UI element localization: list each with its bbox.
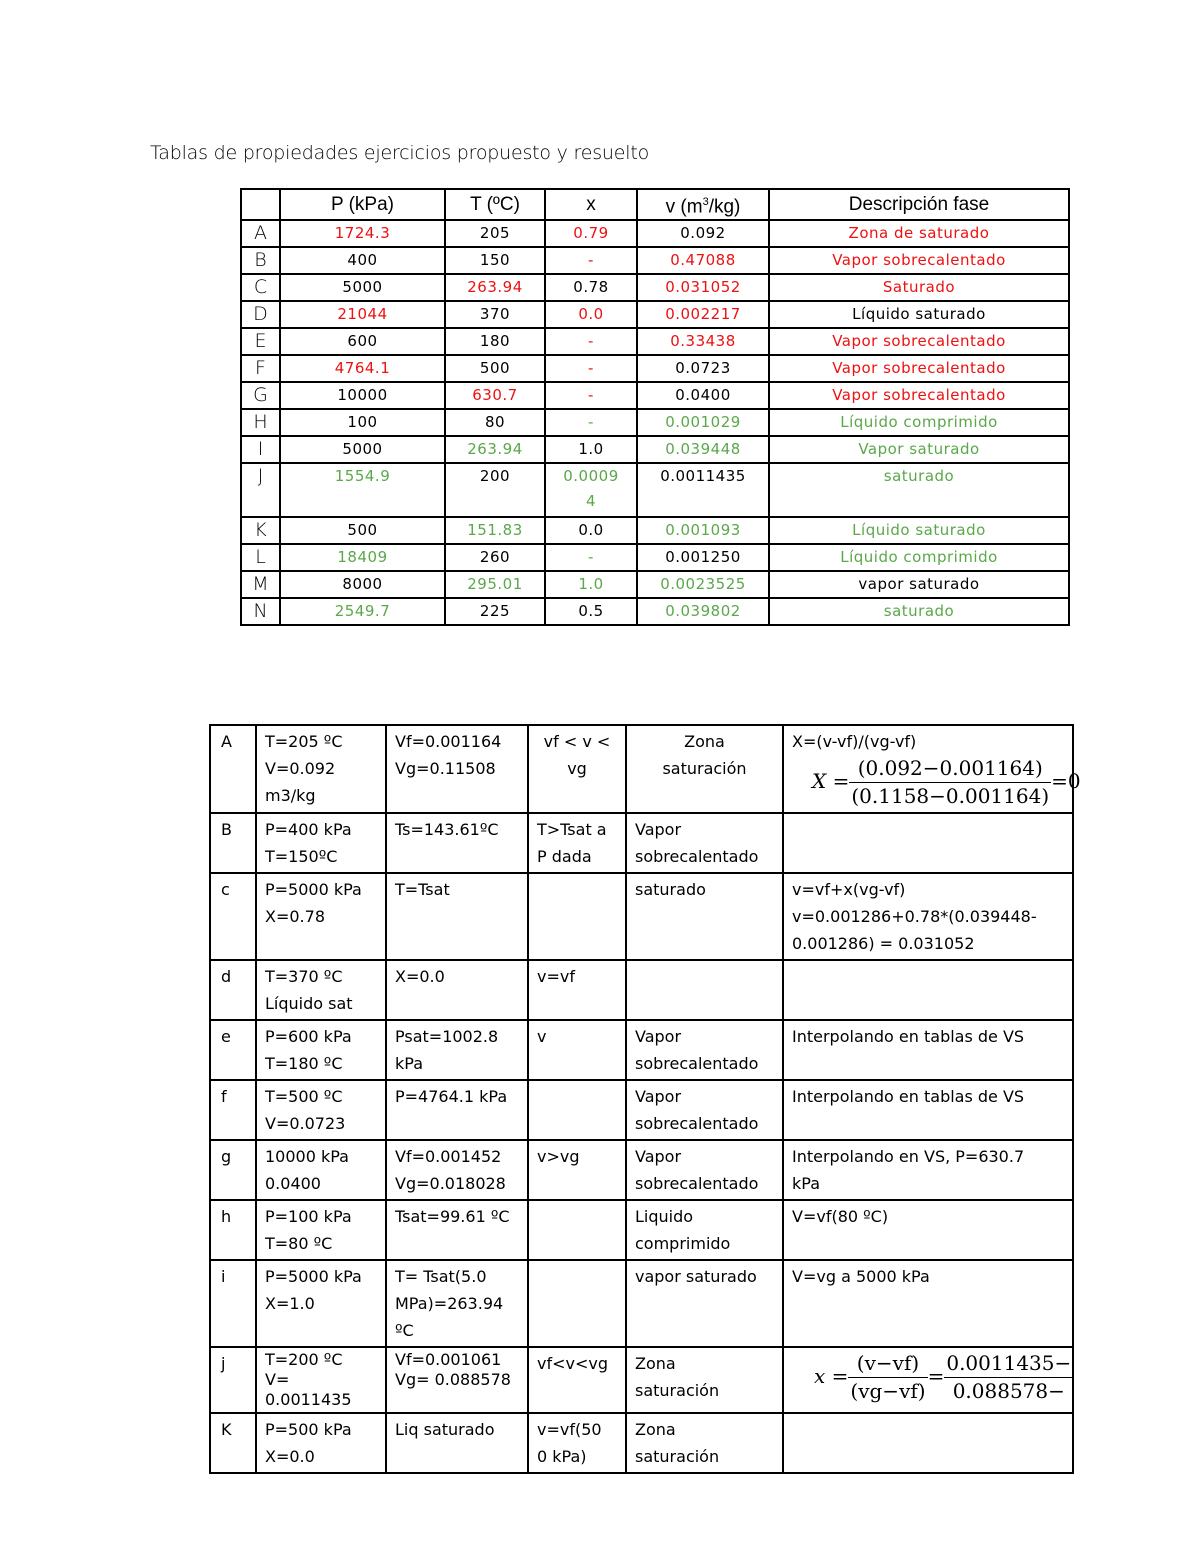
cell-c4: [626, 1080, 783, 1140]
cell-id: C: [241, 274, 280, 301]
cell-line: T=80 ºC: [265, 1234, 333, 1253]
cell-line: Vg=0.11508: [395, 759, 496, 778]
cell-line: Zona: [684, 732, 725, 751]
cell-line: ºC: [395, 1321, 414, 1340]
table-row: [210, 1080, 1073, 1140]
header-quality: x: [545, 189, 637, 220]
cell-c2: [386, 1347, 528, 1413]
cell-c1: [256, 1413, 386, 1473]
cell-c3: [528, 725, 626, 813]
cell-d: saturado: [769, 598, 1069, 625]
cell-v: 0.001029: [637, 409, 769, 436]
cell-c2: [386, 1260, 528, 1347]
cell-c1: [256, 960, 386, 1020]
cell-line: saturado: [635, 880, 706, 899]
cell-line: vf<v<vg: [537, 1354, 609, 1373]
cell-line: 0.0400: [265, 1174, 321, 1193]
fraction: [848, 1350, 927, 1405]
cell-line: Vapor: [635, 1027, 682, 1046]
cell-line: Vf=0.001452: [395, 1147, 502, 1166]
cell-v: 0.47088: [637, 247, 769, 274]
cell-c5: [783, 873, 1073, 960]
cell-line: v=0.001286+0.78*(0.039448-: [792, 907, 1037, 926]
table-row: [241, 544, 1069, 571]
fraction: [944, 1350, 1073, 1405]
cell-line: T= Tsat(5.0: [395, 1267, 487, 1286]
cell-p: 500: [280, 517, 445, 544]
cell-c3: [528, 1200, 626, 1260]
cell-c2: [386, 873, 528, 960]
equation-rhs: =0: [1051, 769, 1081, 793]
table-row: [210, 960, 1073, 1020]
cell-id: M: [241, 571, 280, 598]
cell-id: f: [210, 1080, 256, 1140]
table-row: [210, 1413, 1073, 1473]
table-row: [241, 463, 1069, 517]
denominator: 0.088578−: [952, 1379, 1065, 1403]
cell-v: 0.031052: [637, 274, 769, 301]
cell-t: 630.7: [445, 382, 545, 409]
solution-table: [209, 724, 1081, 1474]
table-row: [241, 301, 1069, 328]
table-row: [241, 328, 1069, 355]
numerator: (0.092−0.001164): [849, 755, 1051, 783]
cell-line: sobrecalentado: [635, 847, 759, 866]
cell-d: Vapor saturado: [769, 436, 1069, 463]
cell-c4: [626, 725, 783, 813]
cell-p: 1724.3: [280, 220, 445, 247]
cell-id: D: [241, 301, 280, 328]
cell-line: X=(v-vf)/(vg-vf): [792, 732, 917, 751]
cell-c1: [256, 1347, 386, 1413]
cell-p: 2549.7: [280, 598, 445, 625]
cell-c3: [528, 1413, 626, 1473]
cell-line: v=vf(50: [537, 1420, 602, 1439]
cell-line: P=5000 kPa: [265, 1267, 362, 1286]
cell-line: 0 kPa): [537, 1447, 587, 1466]
cell-line: Zona: [635, 1420, 676, 1439]
page-title: Tablas de propiedades ejercicios propuesto y resuelto: [150, 142, 650, 164]
cell-d: Vapor sobrecalentado: [769, 355, 1069, 382]
cell-t: 205: [445, 220, 545, 247]
denominator: (0.1158−0.001164): [851, 784, 1050, 808]
cell-line: kPa: [792, 1174, 820, 1193]
table-row: [210, 1260, 1073, 1347]
cell-c3: [528, 1020, 626, 1080]
cell-line: MPa)=263.94: [395, 1294, 504, 1313]
cell-line: P=400 kPa: [265, 820, 352, 839]
cell-line: saturación: [635, 1381, 720, 1400]
cell-c1: [256, 873, 386, 960]
cell-p: 1554.9: [280, 463, 445, 517]
cell-v: 0.001093: [637, 517, 769, 544]
cell-d: Líquido saturado: [769, 517, 1069, 544]
cell-line: P dada: [537, 847, 592, 866]
cell-c3: [528, 1260, 626, 1347]
cell-v: 0.039448: [637, 436, 769, 463]
cell-p: 5000: [280, 436, 445, 463]
cell-c2: [386, 725, 528, 813]
cell-line: 10000 kPa: [265, 1147, 349, 1166]
cell-line: Interpolando en VS, P=630.7: [792, 1147, 1025, 1166]
cell-c1: [256, 1140, 386, 1200]
cell-d: saturado: [769, 463, 1069, 517]
cell-v: 0.0723: [637, 355, 769, 382]
cell-p: 400: [280, 247, 445, 274]
cell-line: Vf=0.001061: [395, 1350, 502, 1369]
cell-c3: [528, 960, 626, 1020]
cell-c5: [783, 960, 1073, 1020]
cell-line: T=150ºC: [265, 847, 338, 866]
cell-c2: [386, 813, 528, 873]
table-row: [210, 1020, 1073, 1080]
cell-p: 5000: [280, 274, 445, 301]
cell-d: Saturado: [769, 274, 1069, 301]
equation-lhs: X =: [812, 769, 850, 793]
cell-line: X=0.0: [265, 1447, 315, 1466]
cell-line: P=500 kPa: [265, 1420, 352, 1439]
cell-c5: [783, 1413, 1073, 1473]
cell-line: Ts=143.61ºC: [395, 820, 499, 839]
cell-x: 0.78: [545, 274, 637, 301]
cell-id: d: [210, 960, 256, 1020]
cell-id: J: [241, 463, 280, 517]
cell-id: N: [241, 598, 280, 625]
cell-t: 295.01: [445, 571, 545, 598]
cell-v: 0.002217: [637, 301, 769, 328]
cell-t: 80: [445, 409, 545, 436]
numerator: 0.0011435−: [944, 1350, 1073, 1378]
table-row: [210, 1140, 1073, 1200]
cell-t: 151.83: [445, 517, 545, 544]
cell-d: Líquido comprimido: [769, 409, 1069, 436]
cell-line: P=5000 kPa: [265, 880, 362, 899]
cell-line: T=180 ºC: [265, 1054, 343, 1073]
cell-line: P=100 kPa: [265, 1207, 352, 1226]
equation-lhs: x =: [814, 1364, 849, 1388]
table-row: [210, 725, 1073, 813]
cell-line: vapor saturado: [635, 1267, 757, 1286]
cell-c5: [783, 1140, 1073, 1200]
cell-c5: [783, 1080, 1073, 1140]
cell-c4: [626, 1413, 783, 1473]
cell-p: 8000: [280, 571, 445, 598]
cell-t: 260: [445, 544, 545, 571]
cell-d: Vapor sobrecalentado: [769, 328, 1069, 355]
header-pressure: P (kPa): [280, 189, 445, 220]
cell-x: -: [545, 544, 637, 571]
cell-p: 100: [280, 409, 445, 436]
cell-p: 18409: [280, 544, 445, 571]
cell-c2: [386, 1413, 528, 1473]
cell-x: -: [545, 355, 637, 382]
cell-line: V= 0.0011435: [265, 1370, 352, 1409]
cell-line: vf < v <: [543, 732, 611, 751]
cell-line: Liquido: [635, 1207, 694, 1226]
cell-line: Vg= 0.088578: [395, 1370, 511, 1389]
cell-line: V=vf(80 ºC): [792, 1207, 889, 1226]
cell-id: e: [210, 1020, 256, 1080]
cell-c5: [783, 1200, 1073, 1260]
cell-id: i: [210, 1260, 256, 1347]
table-row: [210, 873, 1073, 960]
cell-line: X=0.0: [395, 967, 445, 986]
cell-d: Líquido comprimido: [769, 544, 1069, 571]
cell-line: v: [537, 1027, 547, 1046]
cell-c4: [626, 1260, 783, 1347]
cell-d: Vapor sobrecalentado: [769, 382, 1069, 409]
cell-x: 1.0: [545, 571, 637, 598]
cell-id: L: [241, 544, 280, 571]
cell-v: 0.092: [637, 220, 769, 247]
cell-id: I: [241, 436, 280, 463]
cell-p: 600: [280, 328, 445, 355]
cell-v: 0.33438: [637, 328, 769, 355]
equation-rhs: =: [927, 1364, 945, 1388]
cell-line: X=1.0: [265, 1294, 315, 1313]
cell-line: v=vf: [537, 967, 575, 986]
cell-c2: [386, 1140, 528, 1200]
header-volume: v $(m^3/kg)$: [637, 189, 769, 220]
table-row: [241, 571, 1069, 598]
numerator: (v−vf): [848, 1350, 927, 1378]
cell-line: T=370 ºC: [265, 967, 343, 986]
table-row: [241, 409, 1069, 436]
cell-c2: [386, 960, 528, 1020]
cell-c3: [528, 813, 626, 873]
cell-x: 0.79: [545, 220, 637, 247]
table-row: [241, 517, 1069, 544]
cell-c1: [256, 813, 386, 873]
cell-line: sobrecalentado: [635, 1174, 759, 1193]
cell-v: 0.0400: [637, 382, 769, 409]
cell-id: E: [241, 328, 280, 355]
cell-line: m3/kg: [265, 786, 316, 805]
cell-p: 21044: [280, 301, 445, 328]
cell-line: T=Tsat: [395, 880, 450, 899]
cell-line: vg: [567, 759, 587, 778]
cell-line: P=4764.1 kPa: [395, 1087, 508, 1106]
cell-v: 0.0011435: [637, 463, 769, 517]
cell-p: 4764.1: [280, 355, 445, 382]
cell-line: Interpolando en tablas de VS: [792, 1027, 1025, 1046]
cell-x: 1.0: [545, 436, 637, 463]
cell-p: 10000: [280, 382, 445, 409]
cell-id: h: [210, 1200, 256, 1260]
cell-v: 0.039802: [637, 598, 769, 625]
cell-t: 370: [445, 301, 545, 328]
cell-line: Interpolando en tablas de VS: [792, 1087, 1025, 1106]
cell-c5: [783, 813, 1073, 873]
cell-line: Líquido sat: [265, 994, 353, 1013]
cell-line: comprimido: [635, 1234, 731, 1253]
cell-line: V=0.0723: [265, 1114, 346, 1133]
cell-line: v=vf+x(vg-vf): [792, 880, 906, 899]
cell-c1: [256, 1080, 386, 1140]
cell-t: 225: [445, 598, 545, 625]
cell-t: 263.94: [445, 274, 545, 301]
cell-line: V=vg a 5000 kPa: [792, 1267, 930, 1286]
cell-c1: [256, 725, 386, 813]
cell-x: -: [545, 382, 637, 409]
cell-line: Vg=0.018028: [395, 1174, 506, 1193]
cell-c4: [626, 873, 783, 960]
cell-c3: [528, 1347, 626, 1413]
cell-c4: [626, 1140, 783, 1200]
cell-id: K: [210, 1413, 256, 1473]
cell-line: saturación: [635, 1447, 720, 1466]
cell-line: T=205 ºC: [265, 732, 343, 751]
cell-c5: [783, 1260, 1073, 1347]
table-row: [241, 220, 1069, 247]
cell-id: B: [210, 813, 256, 873]
cell-v: 0.001250: [637, 544, 769, 571]
cell-c5: [783, 1020, 1073, 1080]
cell-id: F: [241, 355, 280, 382]
cell-t: 180: [445, 328, 545, 355]
cell-c4: [626, 1200, 783, 1260]
cell-x: 0.5: [545, 598, 637, 625]
header-row: [241, 189, 1069, 220]
cell-x: -: [545, 247, 637, 274]
table-row: [210, 1347, 1073, 1413]
table-row: [210, 813, 1073, 873]
table-row: [241, 355, 1069, 382]
cell-line: Liq saturado: [395, 1420, 495, 1439]
cell-line: Psat=1002.8: [395, 1027, 499, 1046]
cell-line: kPa: [395, 1054, 423, 1073]
table-row: [241, 598, 1069, 625]
cell-x: 0.0: [545, 301, 637, 328]
cell-c5: [783, 1347, 1073, 1413]
header-id: [241, 189, 280, 220]
cell-c1: [256, 1260, 386, 1347]
cell-line: saturación: [662, 759, 747, 778]
cell-c2: [386, 1020, 528, 1080]
equation: [792, 1350, 1072, 1405]
table-row: [241, 436, 1069, 463]
cell-c3: [528, 873, 626, 960]
cell-id: c: [210, 873, 256, 960]
cell-id: j: [210, 1347, 256, 1413]
cell-c4: [626, 1020, 783, 1080]
cell-d: Vapor sobrecalentado: [769, 247, 1069, 274]
table-row: [241, 274, 1069, 301]
cell-line: Tsat=99.61 ºC: [395, 1207, 510, 1226]
cell-t: 200: [445, 463, 545, 517]
cell-c4: [626, 1347, 783, 1413]
cell-x: -: [545, 328, 637, 355]
cell-line: X=0.78: [265, 907, 325, 926]
cell-line: V=0.092: [265, 759, 336, 778]
cell-v: 0.0023525: [637, 571, 769, 598]
cell-t: 150: [445, 247, 545, 274]
cell-t: 500: [445, 355, 545, 382]
header-description: Descripción fase: [769, 189, 1069, 220]
cell-c5: [783, 725, 1081, 813]
cell-id: H: [241, 409, 280, 436]
cell-id: K: [241, 517, 280, 544]
cell-id: A: [241, 220, 280, 247]
fraction: [849, 755, 1051, 810]
cell-line: Vf=0.001164: [395, 732, 502, 751]
cell-line: T=200 ºC: [265, 1350, 343, 1369]
cell-line: sobrecalentado: [635, 1114, 759, 1133]
cell-line: P=600 kPa: [265, 1027, 352, 1046]
cell-line: v>vg: [537, 1147, 580, 1166]
cell-d: vapor saturado: [769, 571, 1069, 598]
cell-line: Vapor: [635, 1087, 682, 1106]
cell-d: Líquido saturado: [769, 301, 1069, 328]
cell-x: 0.0: [545, 517, 637, 544]
cell-line: T>Tsat a: [537, 820, 607, 839]
table-row: [241, 382, 1069, 409]
table-row: [241, 247, 1069, 274]
cell-line: Vapor: [635, 1147, 682, 1166]
cell-line: Vapor: [635, 820, 682, 839]
cell-id: G: [241, 382, 280, 409]
cell-c2: [386, 1080, 528, 1140]
cell-line: sobrecalentado: [635, 1054, 759, 1073]
cell-t: 263.94: [445, 436, 545, 463]
cell-line: Zona: [635, 1354, 676, 1373]
properties-table: [240, 188, 1070, 626]
cell-x: -: [545, 409, 637, 436]
cell-id: B: [241, 247, 280, 274]
header-temperature: T (ºC): [445, 189, 545, 220]
cell-id: g: [210, 1140, 256, 1200]
cell-c2: [386, 1200, 528, 1260]
cell-c1: [256, 1020, 386, 1080]
cell-x: 0.0009 4: [545, 463, 637, 517]
equation: [792, 755, 1081, 810]
cell-line: T=500 ºC: [265, 1087, 343, 1106]
cell-id: A: [210, 725, 256, 813]
cell-c3: [528, 1080, 626, 1140]
table-row: [210, 1200, 1073, 1260]
cell-d: Zona de saturado: [769, 220, 1069, 247]
cell-c4: [626, 960, 783, 1020]
cell-c4: [626, 813, 783, 873]
cell-line: 0.001286) = 0.031052: [792, 934, 975, 953]
cell-c1: [256, 1200, 386, 1260]
denominator: (vg−vf): [850, 1379, 926, 1403]
cell-c3: [528, 1140, 626, 1200]
